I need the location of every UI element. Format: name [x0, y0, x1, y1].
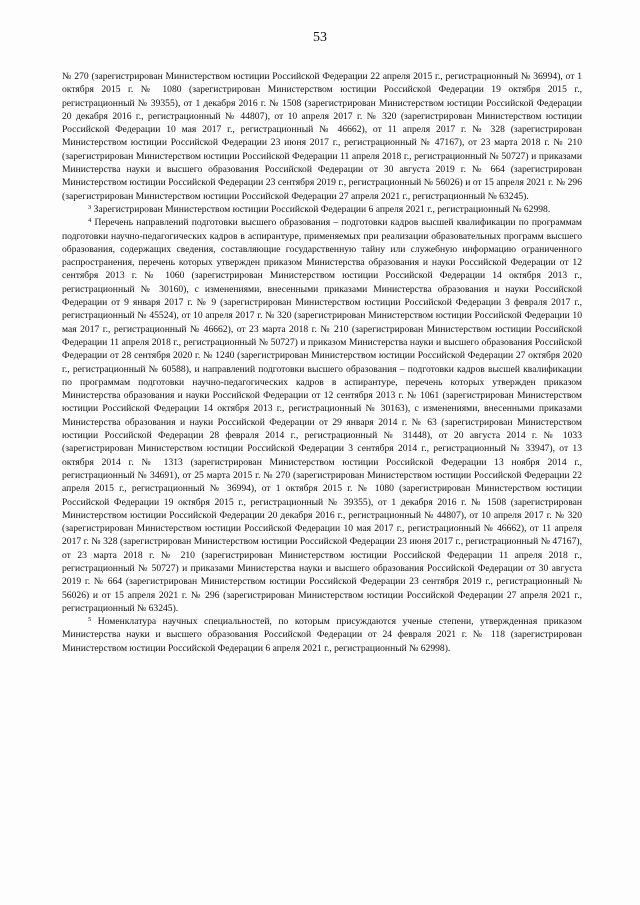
footnote-3: [62, 203, 582, 216]
page-number: 53: [313, 30, 327, 45]
footnotes-text: [62, 70, 582, 655]
footnote-text: Номенклатура научных специальностей, по которым присуждаются ученые степени, утвержденная приказом Министерства науки и высшего образования Российской Федерации от 24 февраля 2021 г. № 118 (зарегистрирован Министерством юстиции Российской Федерации 6 апреля 2021 г., регистрационный № 62998).: [62, 616, 582, 654]
footnote-continuation: [62, 70, 582, 203]
footnote-5: [62, 615, 582, 655]
footnote-text: Зарегистрирован Министерством юстиции Российской Федерации 6 апреля 2021 г., регистрационный № 62998.: [93, 203, 551, 215]
footnote-marker: 4: [88, 217, 92, 225]
footnote-text: Перечень направлений подготовки высшего образования – подготовки кадров высшей квалификации по программам подготовки научно-педагогических кадров в аспирантуре, применяемых при реализации образовательных программ высшего образования, содержащих сведения, составляющие государственную тайну или служебную информацию ограниченного распространения, перечень которых утвержден приказом Министерства образования и науки Российской Федерации от 12 сентября 2013 г. № 1060 (зарегистрирован Министерством юстиции Российской Федерации 14 октября 2013 г., регистрационный № 30160), с изменениями, внесенными приказами Министерства образования и науки Российской Федерации от 9 января 2017 г. № 9 (зарегистрирован Министерством юстиции Российской Федерации 3 февраля 2017 г., регистрационный № 45524), от 10 апреля 2017 г. № 320 (зарегистрирован Министерством юстиции Российской Федерации 10 мая 2017 г., регистрационный № 46662), от 23 марта 2018 г. № 210 (зарегистрирован Министерством юстиции Российской Федерации 11 апреля 2018 г., регистрационный № 50727) и приказом Министерства науки и высшего образования Российской Федерации от 28 сентября 2020 г. № 1240 (зарегистрирован Министерством юстиции Российской Федерации 27 октября 2020 г., регистрационный № 60588), и направлений подготовки высшего образования – подготовки кадров высшей квалификации по программам подготовки научно-педагогических кадров в аспирантуре, перечень которых утвержден приказом Министерства образования и науки Российской Федерации от 12 сентября 2013 г. № 1061 (зарегистрирован Министерством юстиции Российской Федерации 14 октября 2013 г., регистрационный № 30163), с изменениями, внесенными приказами Министерства образования и науки Российской Федерации от 29 января 2014 г. № 63 (зарегистрирован Министерством юстиции Российской Федерации 28 февраля 2014 г., регистрационный № 31448), от 20 августа 2014 г. № 1033 (зарегистрирован Министерством юстиции Российской Федерации 3 сентября 2014 г., регистрационный № 33947), от 13 октября 2014 г. № 1313 (зарегистрирован Министерством юстиции Российской Федерации 13 ноября 2014 г., регистрационный № 34691), от 25 марта 2015 г. № 270 (зарегистрирован Министерством юстиции Российской Федерации 22 апреля 2015 г., регистрационный № 36994), от 1 октября 2015 г. № 1080 (зарегистрирован Министерством юстиции Российской Федерации 19 октября 2015 г., регистрационный № 39355), от 1 декабря 2016 г. № 1508 (зарегистрирован Министерством юстиции Российской Федерации 20 декабря 2016 г., регистрационный № 44807), от 10 апреля 2017 г. № 320 (зарегистрирован Министерством юстиции Российской Федерации 10 мая 2017 г., регистрационный № 46662), от 11 апреля 2017 г. № 328 (зарегистрирован Министерством юстиции Российской Федерации 23 июня 2017 г., регистрационный № 47167), от 23 марта 2018 г. № 210 (зарегистрирован Министерством юстиции Российской Федерации 11 апреля 2018 г., регистрационный № 50727) и приказами Министерства науки и высшего образования Российской Федерации от 30 августа 2019 г. № 664 (зарегистрирован Министерством юстиции Российской Федерации 23 сентября 2019 г., регистрационный № 56026) и от 15 апреля 2021 г. № 296 (зарегистрирован Министерством юстиции Российской Федерации 27 апреля 2021 г., регистрационный № 63245).: [62, 217, 582, 614]
footnote-marker: 5: [88, 616, 92, 624]
footnote-text: № 270 (зарегистрирован Министерством юстиции Российской Федерации 22 апреля 2015 г., регистрационный № 36994), от 1 октября 2015 г. № 1080 (зарегистрирован Министерством юстиции Российской Федерации 19 октября 2015 г., регистрационный № 39355), от 1 декабря 2016 г. № 1508 (зарегистрирован Министерством юстиции Российской Федерации 20 декабря 2016 г., регистрационный № 44807), от 10 апреля 2017 г. № 320 (зарегистрирован Министерством юстиции Российской Федерации 10 мая 2017 г., регистрационный № 46662), от 11 апреля 2017 г. № 328 (зарегистрирован Министерством юстиции Российской Федерации 23 июня 2017 г., регистрационный № 47167), от 23 марта 2018 г. № 210 (зарегистрирован Министерством юстиции Российской Федерации 11 апреля 2018 г., регистрационный № 50727) и приказами Министерства науки и высшего образования Российской Федерации от 30 августа 2019 г. № 664 (зарегистрирован Министерством юстиции Российской Федерации 23 сентября 2019 г., регистрационный № 56026) и от 15 апреля 2021 г. № 296 (зарегистрирован Министерством юстиции Российской Федерации 27 апреля 2021 г., регистрационный № 63245).: [62, 71, 582, 202]
footnote-marker: 3: [88, 203, 92, 211]
footnote-4: [62, 216, 582, 615]
